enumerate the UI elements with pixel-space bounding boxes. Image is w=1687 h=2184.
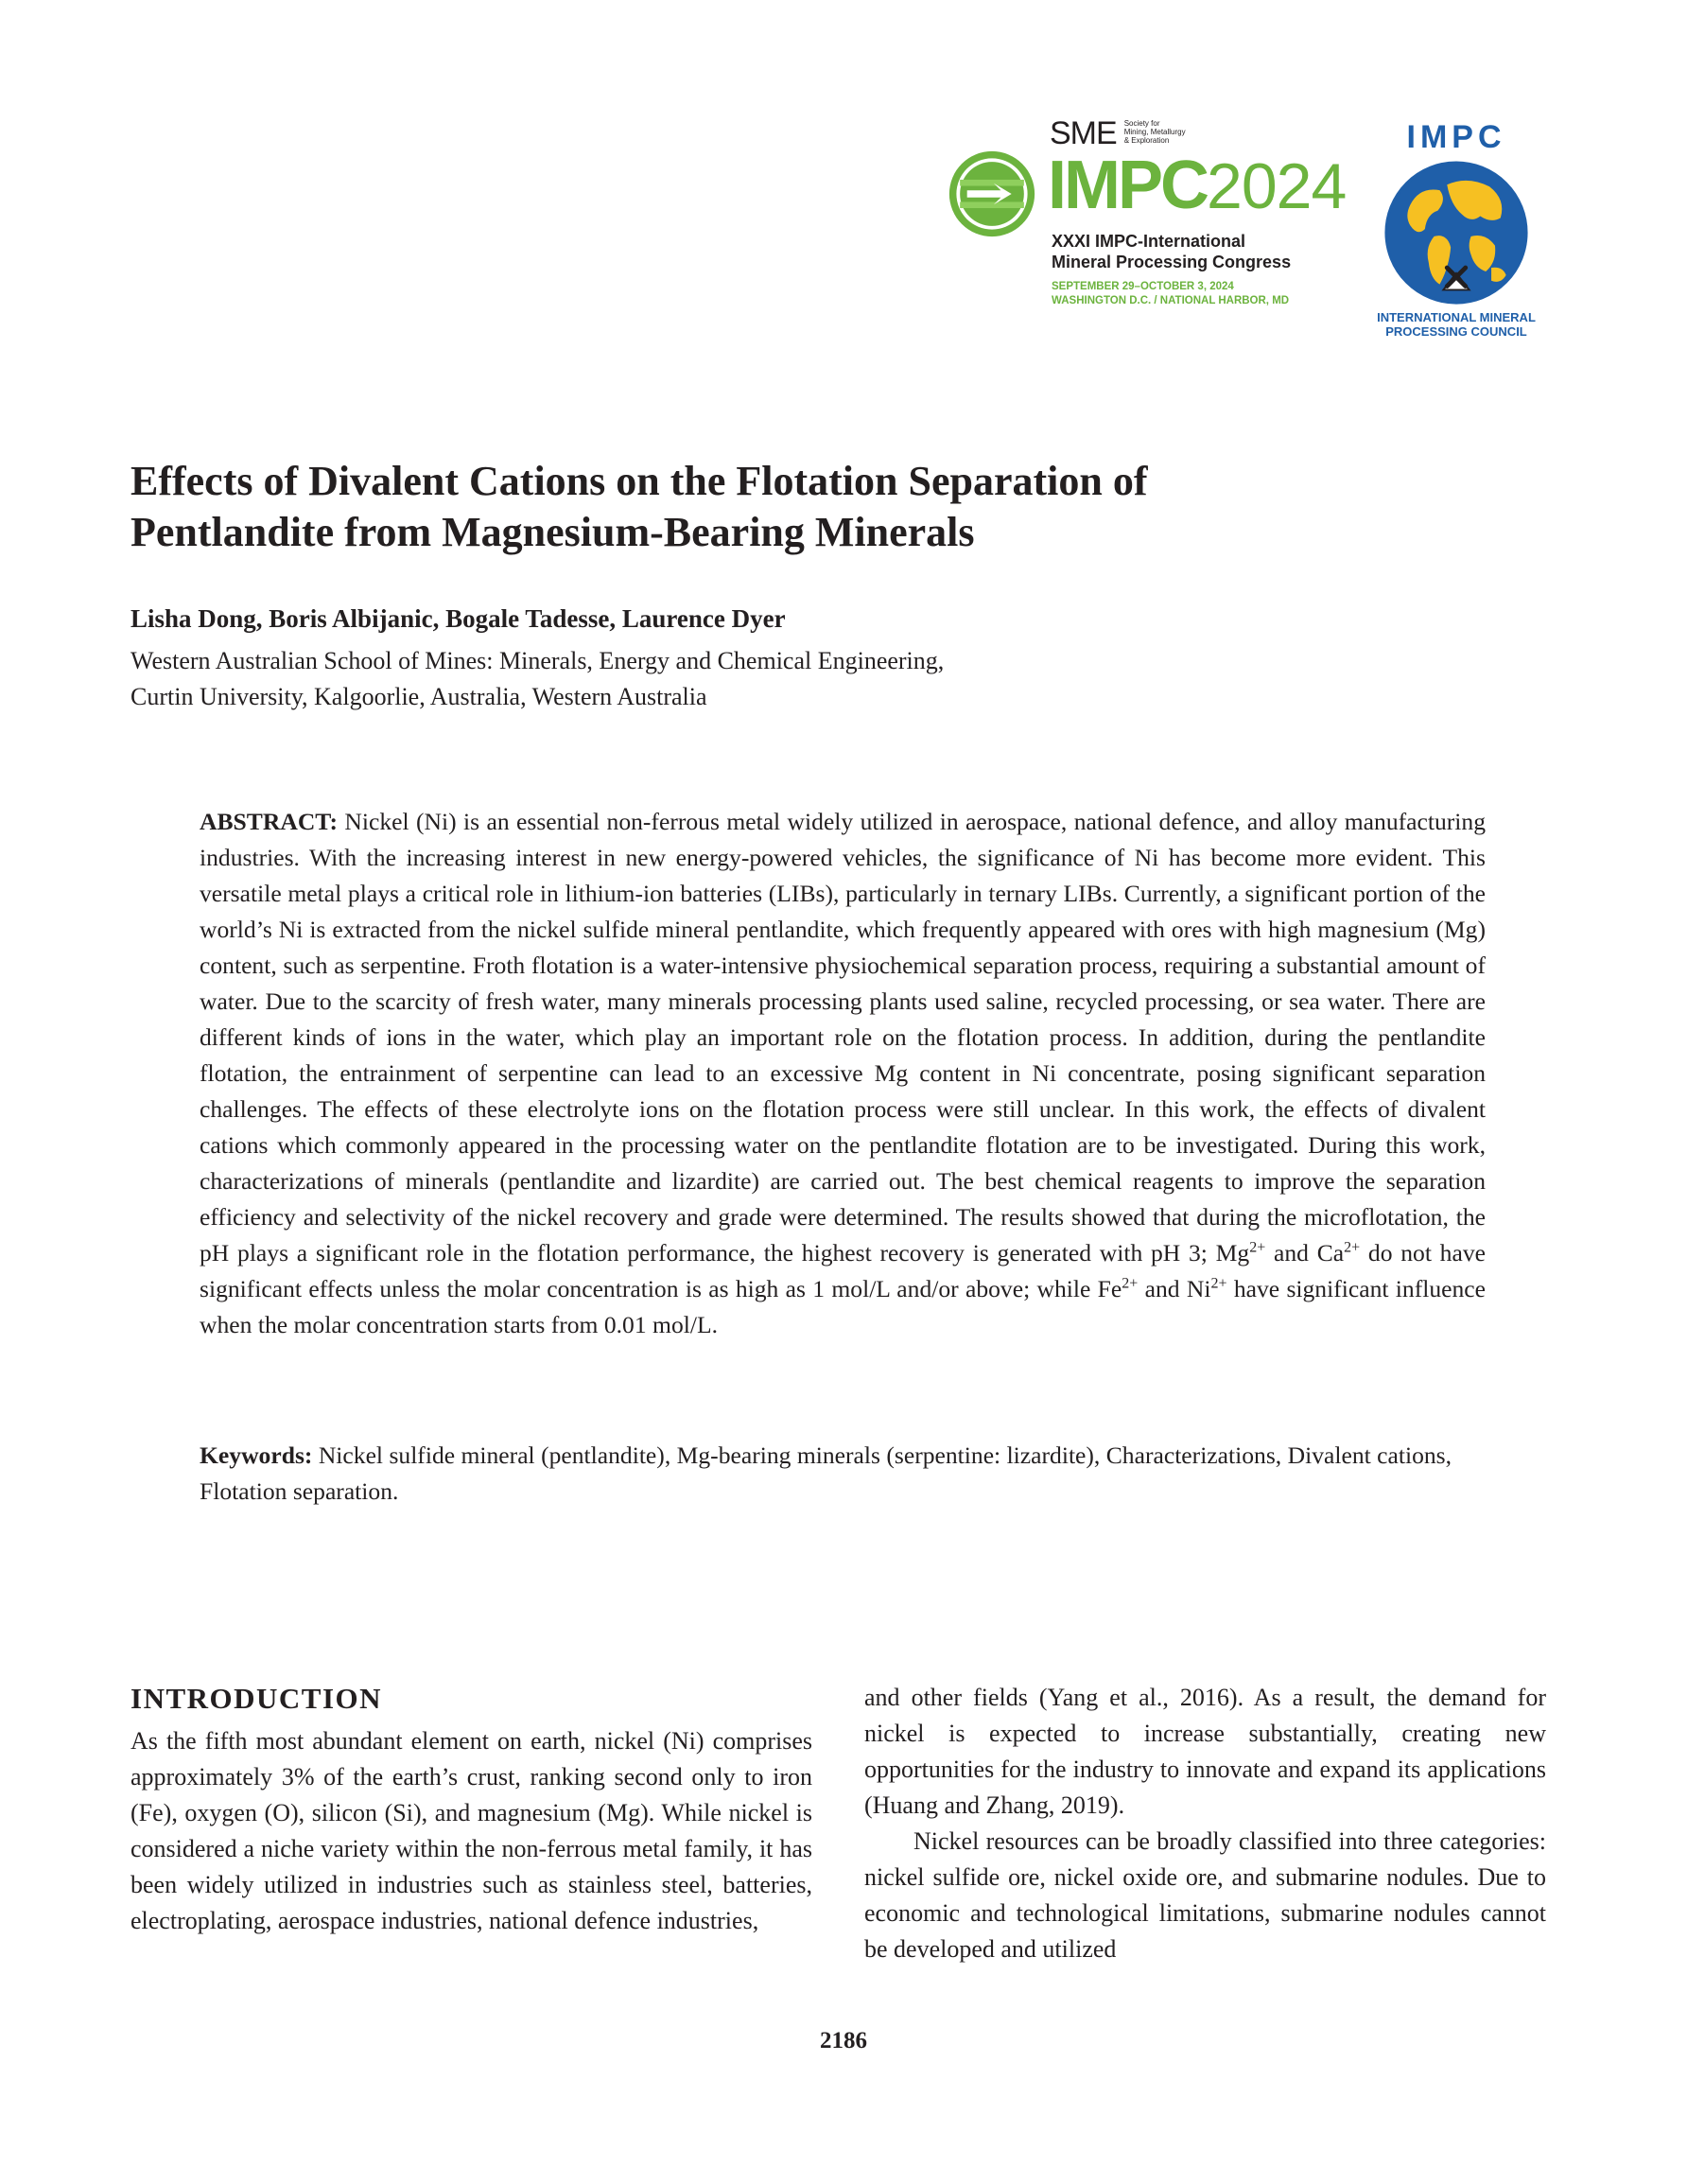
impc-green-globe-icon [948, 149, 1036, 238]
abstract [200, 804, 1486, 1343]
title-line-2: Pentlandite from Magnesium-Bearing Minerals [130, 509, 975, 555]
abstract-text-4: and Ni [1138, 1275, 1211, 1302]
brand-year: 2024 [1207, 150, 1347, 222]
title-line-1: Effects of Divalent Cations on the Flotation Separation of [130, 458, 1148, 504]
body-column-left: As the fifth most abundant element on earth, nickel (Ni) comprises approximately 3% of the earth’s crust, ranking second only to iron (Fe), oxygen (O), silicon (Si), and magnesium (Mg). While nickel is considered a niche variety within the non-ferrous metal family, it has been widely utilized in industries such as stainless steel, batteries, electroplating, aerospace industries, national defence industries, [130, 1727, 812, 1934]
keywords [200, 1438, 1486, 1510]
abstract-text-5: have significant influence when the molar concentration starts from 0.01 mol/L. [200, 1275, 1486, 1338]
brand-impc: IMPC [1048, 148, 1207, 223]
council-name-line-1: INTERNATIONAL MINERAL [1377, 310, 1536, 324]
paper-title [130, 456, 1454, 558]
congress-line-2: Mineral Processing Congress [1052, 253, 1292, 271]
dates-line-2: WASHINGTON D.C. / NATIONAL HARBOR, MD [1052, 295, 1290, 306]
abstract-text-2: and Ca [1265, 1239, 1345, 1267]
affiliation-line-2: Curtin University, Kalgoorlie, Australia, Western Australia [130, 683, 707, 710]
sme-tagline: Society for Mining, Metallurgy & Exploration [1123, 119, 1186, 145]
author-list: Lisha Dong, Boris Albijanic, Bogale Tadesse, Laurence Dyer [130, 604, 786, 633]
sup-ca: 2+ [1344, 1239, 1361, 1256]
impc-council-logo [1362, 119, 1551, 339]
world-globe-icon [1383, 159, 1530, 306]
affiliation-line-1: Western Australian School of Mines: Minerals, Energy and Chemical Engineering, [130, 647, 945, 674]
sup-ni: 2+ [1210, 1275, 1227, 1292]
page-number: 2186 [820, 2028, 867, 2053]
keywords-text: Nickel sulfide mineral (pentlandite), Mg-bearing minerals (serpentine: lizardite), Characterizations, Divalent cations, Flotation separation. [200, 1441, 1452, 1505]
intro-paragraph-2: Nickel resources can be broadly classified into three categories: nickel sulfide ore, nickel oxide ore, and submarine nodules. Due to economic and technological limitations, submarine nodules cannot be developed and utilized [864, 1827, 1546, 1963]
impc2024-logo [946, 114, 1347, 322]
section-heading-introduction: INTRODUCTION [130, 1682, 383, 1715]
council-name [1362, 310, 1551, 339]
congress-dates [1052, 280, 1289, 308]
impc2024-wordmark [1048, 148, 1347, 238]
congress-line-1: XXXI IMPC-International [1052, 232, 1246, 251]
abstract-label: ABSTRACT: [200, 808, 339, 835]
intro-paragraph-continued: and other fields (Yang et al., 2016). As a result, the demand for nickel is expected to increase substantially, creating new opportunities for the industry to innovate and expand its applications (Huang and Zhang, 2019). [864, 1684, 1546, 1819]
body-column-right [864, 1680, 1546, 1967]
abstract-text-1: Nickel (Ni) is an essential non-ferrous metal widely utilized in aerospace, national defence, and alloy manufacturing industries. With the increasing interest in new energy-powered vehicles, the significance of Ni has become more evident. This versatile metal plays a critical role in lithium-ion batteries (LIBs), particularly in ternary LIBs. Currently, a significant portion of the world’s Ni is extracted from the nickel sulfide mineral pentlandite, which frequently appeared with ores with high magnesium (Mg) content, such as serpentine. Froth flotation is a water-intensive physiochemical separation process, requiring a substantial amount of water. Due to the scarcity of fresh water, many minerals processing plants used saline, recycled processing, or sea water. There are different kinds of ions in the water, which play an important role on the flotation process. In addition, during the pentlandite flotation, the entrainment of serpentine can lead to an excessive Mg content in Ni concentrate, posing significant separation challenges. The effects of these electrolyte ions on the flotation process were still unclear. In this work, the effects of divalent cations which commonly appeared in the processing water on the pentlandite flotation are to be investigated. During this work, characterizations of minerals (pentlandite and lizardite) are carried out. The best chemical reagents to improve the separation efficiency and selectivity of the nickel recovery and grade were determined. The results showed that during the microflotation, the pH plays a significant role in the flotation performance, the highest recovery is generated with pH 3; Mg [200, 808, 1486, 1267]
sme-wordmark: SME [1050, 115, 1117, 151]
sme-logo [1050, 117, 1186, 149]
keywords-label: Keywords: [200, 1441, 313, 1469]
sup-mg: 2+ [1249, 1239, 1266, 1256]
council-name-line-2: PROCESSING COUNCIL [1385, 324, 1527, 339]
abstract-text-3: do not have significant effects unless the molar concentration is as high as 1 mol/L and/or above; while Fe [200, 1239, 1486, 1302]
dates-line-1: SEPTEMBER 29–OCTOBER 3, 2024 [1052, 281, 1234, 292]
sup-fe: 2+ [1122, 1275, 1139, 1292]
affiliation [130, 643, 1360, 715]
council-acronym: IMPC [1406, 119, 1506, 155]
congress-name [1052, 231, 1291, 272]
